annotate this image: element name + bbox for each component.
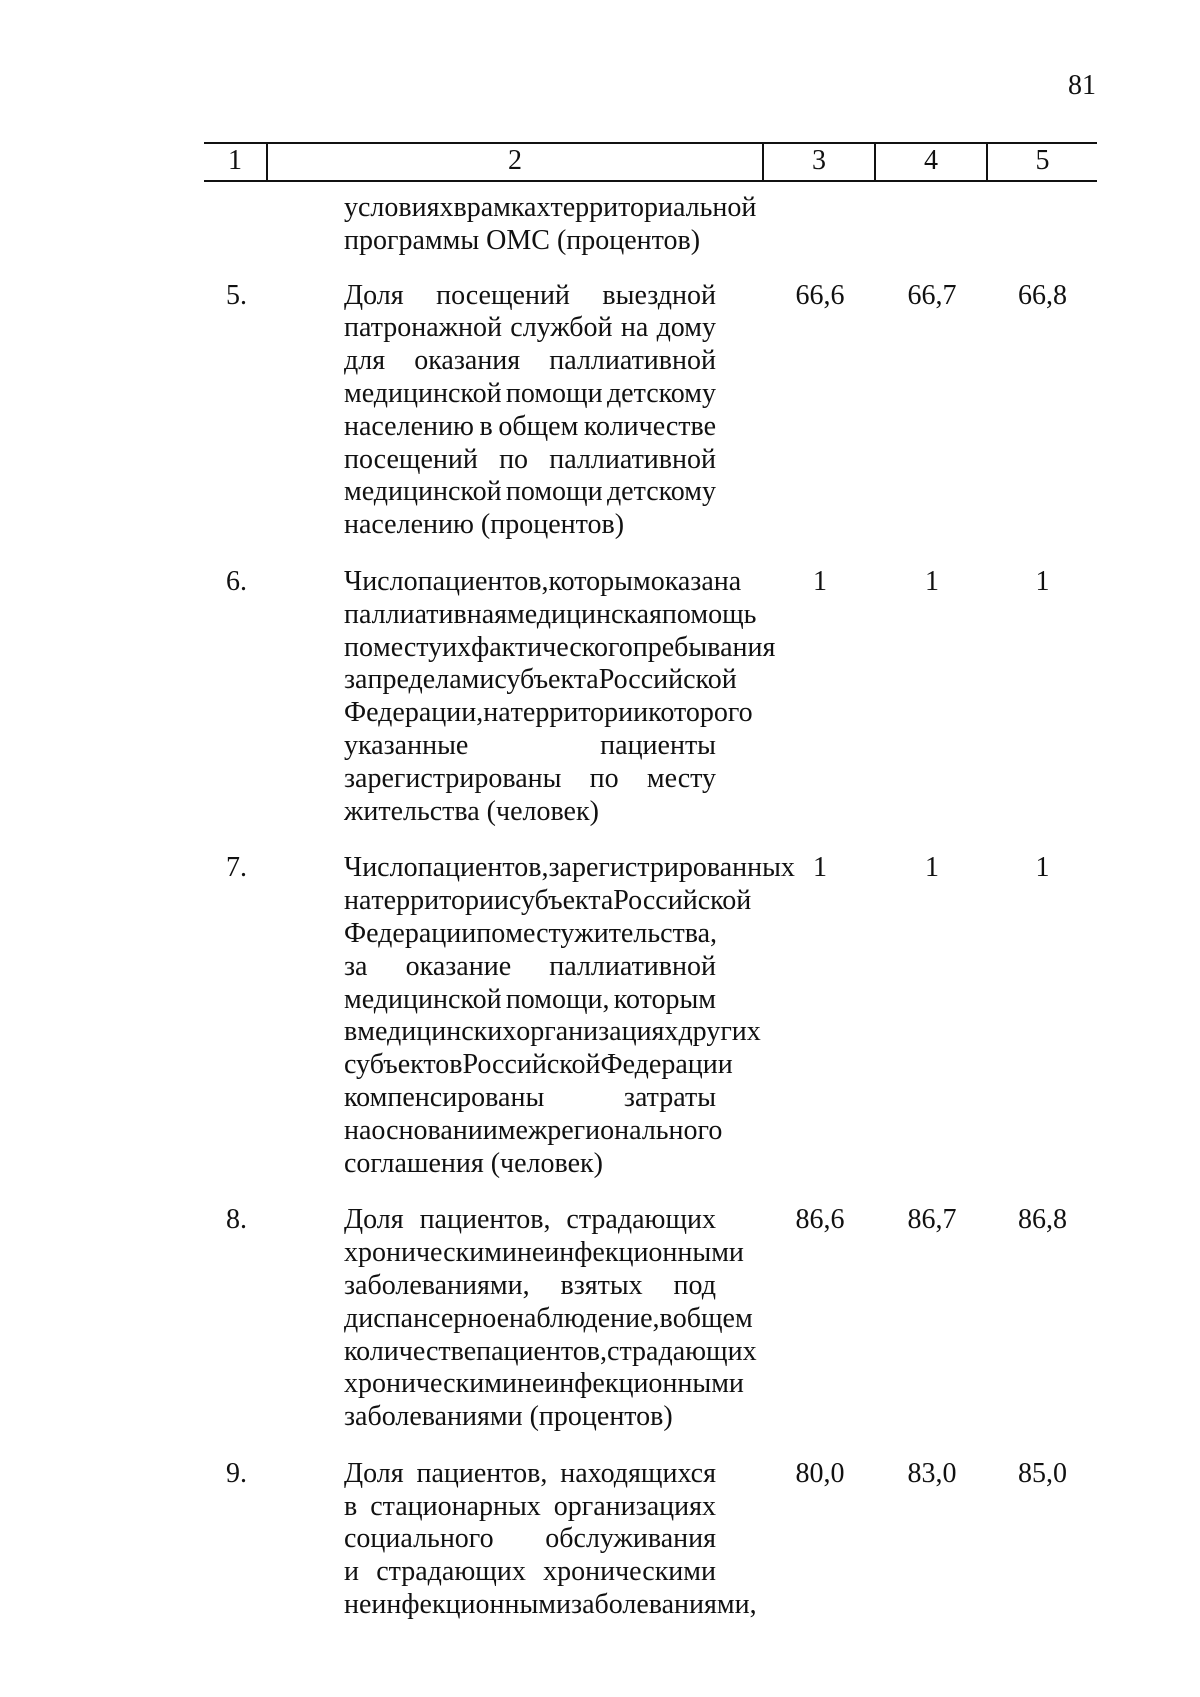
word: зарегистрированы bbox=[344, 762, 562, 794]
table-header bbox=[204, 142, 1097, 182]
value-col-5 bbox=[988, 192, 1097, 258]
word: паллиативной bbox=[549, 345, 716, 377]
word: детскому bbox=[606, 476, 716, 508]
word: субъектов bbox=[344, 1049, 463, 1081]
word: заболеваниями, bbox=[344, 1269, 530, 1301]
word: хроническими bbox=[543, 1556, 716, 1588]
text-line bbox=[344, 918, 716, 951]
word: количестве bbox=[344, 1335, 477, 1367]
word: страдающих bbox=[607, 1335, 757, 1367]
word: зарегистрированных bbox=[548, 852, 795, 884]
row-number: 9. bbox=[226, 1457, 247, 1489]
word: субъекта bbox=[494, 664, 599, 696]
word: территории bbox=[371, 885, 509, 917]
word: Доля bbox=[344, 1457, 404, 1489]
value-col-4: 1 bbox=[925, 852, 939, 884]
word: медицинская bbox=[507, 598, 662, 630]
word: общем bbox=[672, 1302, 753, 1334]
word: страдающих bbox=[566, 1204, 716, 1236]
table-row bbox=[204, 280, 1097, 542]
table-row bbox=[204, 852, 1097, 1180]
table-row bbox=[204, 566, 1097, 828]
word: неинфекционными bbox=[344, 1589, 572, 1621]
word: компенсированы bbox=[344, 1081, 545, 1113]
word: в bbox=[344, 1490, 358, 1522]
word: наблюдение, bbox=[509, 1302, 660, 1334]
word: пациентов, bbox=[417, 565, 549, 597]
value-col-4: 83,0 bbox=[907, 1457, 957, 1489]
word: на bbox=[483, 697, 511, 729]
word: посещений bbox=[344, 443, 478, 475]
word: месту bbox=[505, 917, 575, 949]
word: взятых bbox=[560, 1269, 643, 1301]
text-line bbox=[344, 1049, 733, 1082]
word: службой bbox=[510, 312, 613, 344]
text-line bbox=[344, 280, 716, 313]
header-col-3: 3 bbox=[764, 144, 876, 180]
text-line bbox=[344, 1237, 744, 1270]
word: на bbox=[344, 1114, 372, 1146]
word: месту bbox=[646, 762, 716, 794]
word: Число bbox=[344, 852, 418, 884]
word: Российской bbox=[462, 1049, 601, 1081]
row-number: 5. bbox=[226, 279, 247, 311]
word: Федерации, bbox=[344, 697, 484, 729]
word: медицинской bbox=[344, 377, 502, 409]
word: которым bbox=[613, 983, 716, 1015]
text-line bbox=[344, 631, 776, 665]
word: в bbox=[479, 410, 493, 442]
word: которого bbox=[648, 697, 753, 729]
text-line bbox=[344, 345, 716, 378]
word: помощи bbox=[505, 377, 603, 409]
value-col-4: 1 bbox=[925, 565, 939, 597]
value-col-5: 1 bbox=[1035, 852, 1050, 884]
word: выездной bbox=[602, 279, 716, 311]
text-line bbox=[344, 1523, 716, 1556]
text-line: программы ОМС (процентов) bbox=[344, 224, 701, 256]
value-col-5: 85,0 bbox=[1018, 1457, 1067, 1489]
word: других bbox=[678, 1016, 761, 1048]
indicator-text bbox=[268, 565, 776, 828]
word: по bbox=[499, 443, 529, 475]
value-col-5: 86,8 bbox=[1018, 1204, 1067, 1236]
text-line bbox=[344, 852, 795, 885]
word: хроническими bbox=[344, 1237, 517, 1269]
word: неинфекционными bbox=[516, 1368, 744, 1400]
word: паллиативной bbox=[549, 443, 716, 475]
word: посещений bbox=[436, 279, 570, 311]
text-line bbox=[344, 885, 752, 918]
text-line bbox=[344, 1016, 761, 1049]
value-col-4 bbox=[876, 192, 988, 258]
text-line bbox=[344, 312, 716, 345]
word: за bbox=[344, 664, 368, 696]
word: жительства, bbox=[574, 917, 718, 949]
text-line bbox=[344, 444, 716, 477]
word: организациях bbox=[553, 1490, 716, 1522]
header-col-1: 1 bbox=[204, 144, 268, 180]
table-row bbox=[204, 192, 1097, 258]
word: субъекта bbox=[508, 885, 614, 917]
word: населению bbox=[344, 410, 474, 442]
word: в bbox=[453, 192, 467, 223]
table-row bbox=[204, 1204, 1097, 1434]
text-line bbox=[344, 476, 716, 509]
word: которым bbox=[548, 565, 651, 597]
word: территории bbox=[510, 697, 649, 729]
word: рамках bbox=[466, 192, 551, 223]
text-line bbox=[344, 411, 716, 444]
text-line bbox=[344, 565, 742, 599]
word: пациентов, bbox=[476, 1335, 608, 1367]
word: Федерации bbox=[344, 917, 477, 949]
word: Доля bbox=[344, 1204, 404, 1236]
word: на bbox=[344, 885, 372, 917]
word: хроническими bbox=[344, 1368, 517, 1400]
indicator-text bbox=[268, 192, 764, 258]
text-line bbox=[344, 730, 716, 763]
word: дому bbox=[656, 312, 716, 344]
row-number bbox=[204, 192, 268, 258]
text-line bbox=[344, 763, 716, 796]
value-col-3 bbox=[764, 192, 876, 258]
word: оказания bbox=[414, 345, 521, 377]
page-number: 81 bbox=[1068, 70, 1096, 101]
word: указанные bbox=[344, 729, 469, 761]
text-line: населению (процентов) bbox=[344, 509, 625, 541]
word: Российской bbox=[613, 885, 752, 917]
word: и bbox=[344, 1556, 359, 1588]
word: пациентов, bbox=[416, 1457, 548, 1489]
header-col-4: 4 bbox=[876, 144, 988, 180]
row-number: 7. bbox=[226, 852, 247, 884]
word: затраты bbox=[623, 1081, 716, 1113]
word: диспансерное bbox=[344, 1302, 510, 1334]
text-line bbox=[344, 697, 753, 730]
text-line: соглашения (человек) bbox=[344, 1147, 603, 1179]
word: пределами bbox=[367, 664, 495, 696]
word: месту bbox=[372, 631, 443, 663]
word: социального bbox=[344, 1523, 494, 1555]
value-col-3: 80,0 bbox=[795, 1457, 845, 1489]
text-line bbox=[344, 1368, 744, 1401]
text-line bbox=[344, 1458, 716, 1491]
word: по bbox=[344, 631, 373, 663]
indicator-text bbox=[268, 1204, 764, 1434]
word: Федерации bbox=[600, 1049, 733, 1081]
word: заболеваниями, bbox=[571, 1589, 757, 1621]
value-col-3: 66,6 bbox=[795, 279, 845, 311]
indicator-text bbox=[268, 280, 764, 542]
text-line bbox=[344, 1335, 757, 1369]
text-line bbox=[344, 1556, 716, 1589]
word: обслуживания bbox=[545, 1523, 716, 1555]
text-line bbox=[344, 984, 716, 1017]
word: Число bbox=[344, 565, 418, 597]
row-number: 6. bbox=[226, 565, 247, 597]
word: пребывания bbox=[632, 631, 776, 663]
word: межрегионального bbox=[497, 1114, 723, 1146]
word: для bbox=[344, 345, 386, 377]
word: Российской bbox=[598, 664, 737, 696]
word: помощи, bbox=[505, 983, 610, 1015]
word: пациентов, bbox=[417, 852, 549, 884]
word: в bbox=[344, 1016, 358, 1048]
text-line: жительства (человек) bbox=[344, 795, 599, 827]
word: фактического bbox=[471, 631, 633, 663]
value-col-5: 1 bbox=[1035, 565, 1050, 597]
word: страдающих bbox=[376, 1556, 526, 1588]
word: организациях bbox=[516, 1016, 679, 1048]
word: на bbox=[620, 312, 649, 344]
indicator-text bbox=[268, 852, 795, 1180]
word: находящихся bbox=[560, 1457, 716, 1489]
header-col-5: 5 bbox=[1035, 145, 1050, 176]
text-line bbox=[344, 664, 737, 697]
word: стационарных bbox=[370, 1490, 541, 1522]
indicator-text bbox=[268, 1458, 764, 1622]
value-col-4: 86,7 bbox=[907, 1204, 957, 1236]
word: помощь bbox=[661, 598, 757, 630]
word: их bbox=[442, 631, 472, 663]
table-row bbox=[204, 1458, 1097, 1622]
word: общем bbox=[498, 410, 579, 442]
text-line bbox=[344, 598, 757, 632]
word: неинфекционными bbox=[516, 1237, 744, 1269]
text-line bbox=[344, 1114, 723, 1148]
table-body bbox=[204, 192, 1097, 1646]
word: в bbox=[659, 1302, 673, 1334]
value-col-4: 66,7 bbox=[907, 279, 957, 311]
word: медицинской bbox=[344, 983, 502, 1015]
word: детскому bbox=[606, 377, 716, 409]
word: количестве bbox=[583, 410, 716, 442]
text-line bbox=[344, 1082, 716, 1115]
word: паллиативной bbox=[549, 950, 716, 982]
text-line bbox=[344, 951, 716, 984]
text-line bbox=[344, 192, 757, 225]
text-line: заболеваниями (процентов) bbox=[344, 1401, 673, 1433]
word: за bbox=[344, 950, 368, 982]
word: помощи bbox=[505, 476, 603, 508]
word: оказание bbox=[405, 950, 512, 982]
word: медицинской bbox=[344, 476, 502, 508]
word: паллиативная bbox=[344, 598, 508, 630]
row-number: 8. bbox=[226, 1204, 247, 1236]
word: медицинских bbox=[357, 1016, 517, 1048]
text-line bbox=[344, 1302, 753, 1336]
word: по bbox=[589, 762, 619, 794]
word: условиях bbox=[344, 192, 454, 223]
value-col-3: 1 bbox=[813, 565, 827, 597]
value-col-5: 66,8 bbox=[1018, 279, 1067, 311]
word: Доля bbox=[344, 279, 404, 311]
word: пациентов, bbox=[419, 1204, 551, 1236]
text-line bbox=[344, 1589, 757, 1622]
word: основании bbox=[371, 1114, 498, 1146]
word: под bbox=[673, 1269, 716, 1301]
text-line bbox=[344, 1204, 716, 1237]
text-line bbox=[344, 378, 716, 411]
text-line bbox=[344, 1491, 716, 1524]
word: пациенты bbox=[600, 729, 716, 761]
word: патронажной bbox=[344, 312, 502, 344]
word: по bbox=[476, 917, 506, 949]
word: оказана bbox=[650, 565, 742, 597]
text-line bbox=[344, 1270, 716, 1303]
header-col-2: 2 bbox=[268, 144, 764, 180]
value-col-3: 86,6 bbox=[795, 1204, 845, 1236]
value-col-3: 1 bbox=[813, 852, 827, 884]
word: территориальной bbox=[550, 192, 757, 223]
